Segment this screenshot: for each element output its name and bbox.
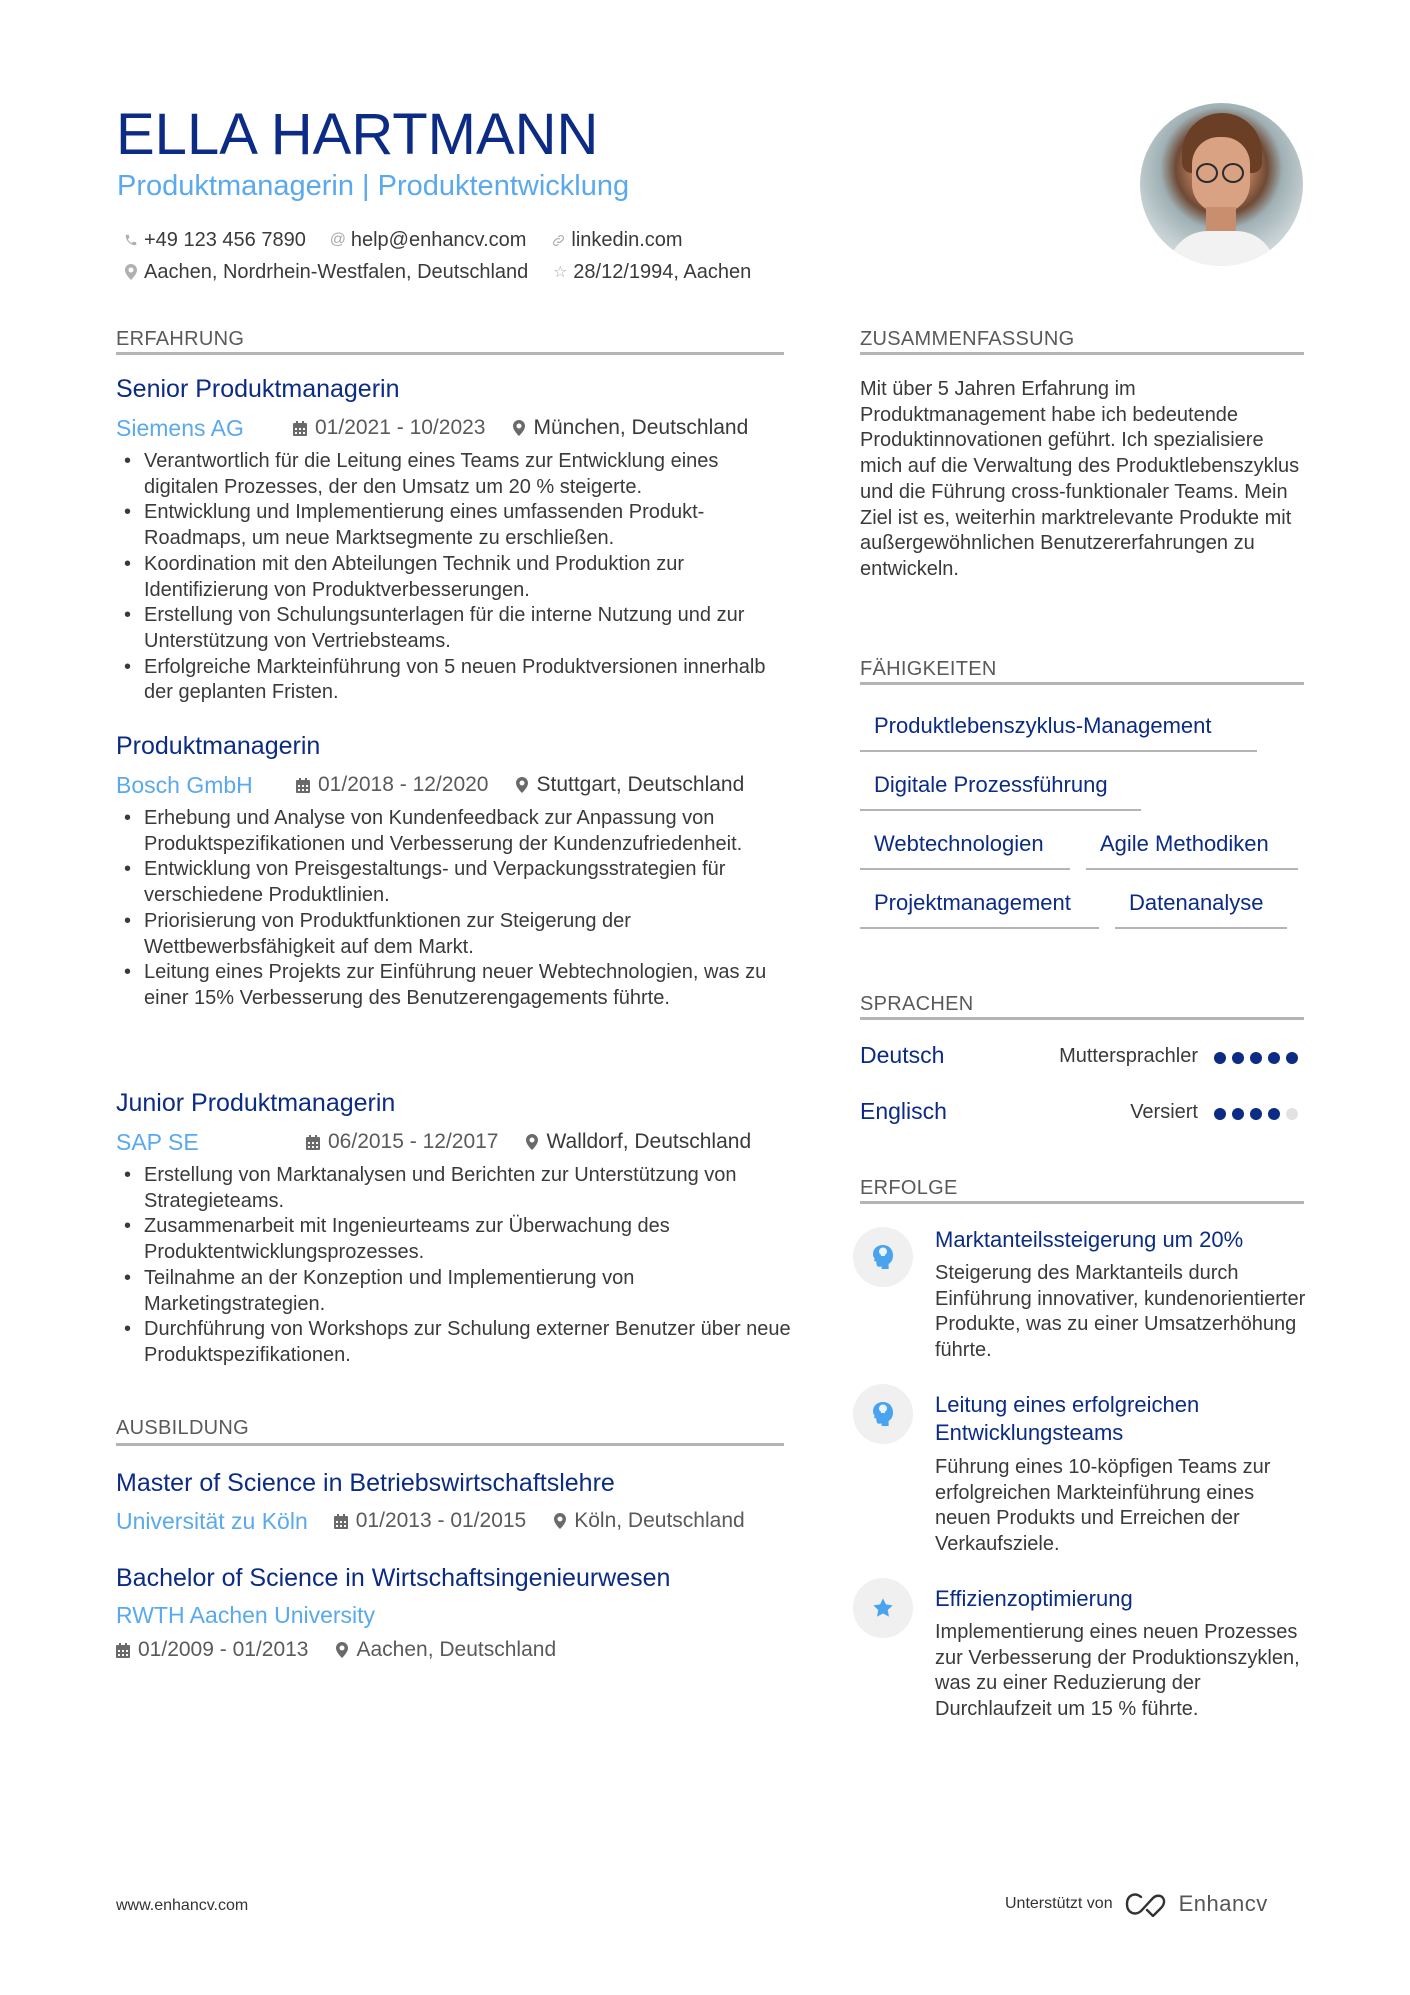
- footer-website[interactable]: www.enhancv.com: [116, 1897, 249, 1914]
- language-rating: [1208, 1108, 1298, 1120]
- contact-phone-text: +49 123 456 7890: [144, 228, 306, 251]
- language-level: Versiert: [1130, 1101, 1198, 1123]
- job-dates: 06/2015 - 12/2017: [306, 1128, 498, 1156]
- job-bullets: [116, 1163, 796, 1369]
- education-heading: AUSBILDUNG: [116, 1417, 250, 1439]
- contact-birth: [552, 261, 751, 284]
- candidate-name: ELLA HARTMANN: [116, 102, 599, 167]
- summary-divider: [860, 352, 1304, 355]
- skill-tag: Agile Methodiken: [1086, 826, 1298, 870]
- bullet: • Erstellung von Marktanalysen und Berichten zur Unterstützung von Strategieteams.: [116, 1163, 796, 1214]
- education-meta: [116, 1507, 784, 1535]
- bullet: • Teilnahme an der Konzeption und Implementierung von Marketingstrategien.: [116, 1266, 796, 1317]
- rating-dot-filled: [1268, 1108, 1280, 1120]
- job-meta: [116, 771, 784, 799]
- bullet: • Erhebung und Analyse von Kundenfeedback zur Anpassung von Produktspezifikationen und Verbesserung der Kundenzufriedenheit.: [116, 806, 796, 857]
- achievement-description: Implementierung eines neuen Prozesses zur Verbesserung der Produktionszyklen, was zu einer Reduzierung der Durchlaufzeit um 15 % führte.: [935, 1621, 1300, 1721]
- language-level: Muttersprachler: [1059, 1045, 1198, 1067]
- job-dates: 01/2021 - 10/2023: [293, 414, 485, 442]
- skill-tag: Datenanalyse: [1115, 885, 1287, 929]
- footer-brand: Enhancv: [1178, 1891, 1268, 1916]
- profile-photo: [1140, 103, 1303, 266]
- enhancv-logo-icon: [1125, 1891, 1171, 1917]
- candidate-headline: Produktmanagerin | Produktentwicklung: [117, 170, 630, 202]
- achievement-title: Effizienzoptimierung: [935, 1586, 1133, 1611]
- summary-heading: ZUSAMMENFASSUNG: [860, 328, 1075, 350]
- rating-dot-filled: [1214, 1108, 1226, 1120]
- star-icon: [872, 1597, 894, 1619]
- contact-linkedin[interactable]: [550, 229, 682, 252]
- language-rating: [1208, 1052, 1298, 1064]
- job-dates: 01/2018 - 12/2020: [296, 771, 488, 799]
- languages-divider: [860, 1017, 1304, 1020]
- brain-head-icon: [872, 1402, 894, 1426]
- at-icon: @: [329, 231, 346, 248]
- achievement-icon: [853, 1384, 913, 1444]
- rating-dot-filled: [1232, 1108, 1244, 1120]
- bullet: • Koordination mit den Abteilungen Technik und Produktion zur Identifizierung von Produktverbesserungen.: [116, 552, 796, 603]
- bullet: • Priorisierung von Produktfunktionen zur Steigerung der Wettbewerbsfähigkeit auf dem Markt.: [116, 909, 796, 960]
- school-name: Universität zu Köln: [116, 1508, 308, 1534]
- calendar-icon: [306, 1135, 320, 1150]
- education-divider: [116, 1443, 784, 1446]
- job-title: Senior Produktmanagerin: [116, 375, 400, 403]
- contact-location: [123, 261, 528, 284]
- contact-phone[interactable]: [123, 229, 306, 252]
- achievement-title: Marktanteilssteigerung um 20%: [935, 1227, 1244, 1252]
- contact-linkedin-text: linkedin.com: [571, 228, 683, 251]
- achievement-title: Leitung eines erfolgreichen Entwicklungsteams: [935, 1392, 1200, 1445]
- calendar-icon: [116, 1643, 130, 1658]
- rating-dot-filled: [1250, 1052, 1262, 1064]
- calendar-icon: [293, 421, 307, 436]
- bullet: • Leitung eines Projekts zur Einführung neuer Webtechnologien, was zu einer 15% Verbesserung des Benutzerengagements führte.: [116, 960, 796, 1011]
- location-icon: [513, 420, 525, 436]
- contact-location-text: Aachen, Nordrhein-Westfalen, Deutschland: [144, 260, 529, 283]
- job-company: SAP SE: [116, 1129, 199, 1155]
- experience-divider: [116, 352, 784, 355]
- languages-heading: SPRACHEN: [860, 993, 974, 1015]
- contact-info: [123, 224, 775, 288]
- bullet: • Verantwortlich für die Leitung eines Teams zur Entwicklung eines digitalen Prozesses, der den Umsatz um 20 % steigerte.: [116, 449, 796, 500]
- education-dates: 01/2013 - 01/2015: [334, 1507, 526, 1535]
- rating-dot-empty: [1286, 1108, 1298, 1120]
- job-company: Siemens AG: [116, 415, 244, 441]
- language-name: Deutsch: [860, 1042, 945, 1068]
- rating-dot-filled: [1214, 1052, 1226, 1064]
- bullet: • Durchführung von Workshops zur Schulung externer Benutzer über neue Produktspezifikationen.: [116, 1317, 796, 1368]
- skill-tag: Projektmanagement: [860, 885, 1099, 929]
- skills-heading: FÄHIGKEITEN: [860, 658, 997, 680]
- contact-email-text: help@enhancv.com: [350, 228, 527, 251]
- job-title: Produktmanagerin: [116, 732, 321, 760]
- bullet: • Erfolgreiche Markteinführung von 5 neuen Produktversionen innerhalb der geplanten Fristen.: [116, 655, 796, 706]
- bullet: • Erstellung von Schulungsunterlagen für die interne Nutzung und zur Unterstützung von Vertriebsteams.: [116, 603, 796, 654]
- achievements-divider: [860, 1201, 1304, 1204]
- calendar-icon: [334, 1514, 348, 1529]
- achievement-icon: [853, 1227, 913, 1287]
- job-meta: [116, 414, 784, 442]
- achievements-heading: ERFOLGE: [860, 1177, 958, 1199]
- degree-title: Bachelor of Science in Wirtschaftsingenieurwesen: [116, 1564, 671, 1592]
- skill-tag: Webtechnologien: [860, 826, 1070, 870]
- footer-branding[interactable]: [1005, 1891, 1268, 1917]
- bullet: • Entwicklung von Preisgestaltungs- und Verpackungsstrategien für verschiedene Produktlinien.: [116, 857, 796, 908]
- contact-email[interactable]: [330, 229, 527, 252]
- education-location: Köln, Deutschland: [554, 1507, 744, 1535]
- powered-by-label: Unterstützt von: [1005, 1895, 1113, 1912]
- skill-tag: Produktlebenszyklus-Management: [860, 708, 1257, 752]
- skills-divider: [860, 682, 1304, 685]
- location-icon: [526, 1134, 538, 1150]
- calendar-icon: [296, 778, 310, 793]
- rating-dot-filled: [1232, 1052, 1244, 1064]
- brain-head-icon: [872, 1245, 894, 1269]
- job-company: Bosch GmbH: [116, 772, 253, 798]
- location-icon: [516, 777, 528, 793]
- link-icon: [550, 233, 566, 248]
- location-icon: [554, 1513, 566, 1529]
- degree-title: Master of Science in Betriebswirtschaftslehre: [116, 1469, 615, 1497]
- achievement-icon: [853, 1578, 913, 1638]
- language-name: Englisch: [860, 1098, 947, 1124]
- rating-dot-filled: [1250, 1108, 1262, 1120]
- contact-birth-text: 28/12/1994, Aachen: [573, 260, 752, 283]
- experience-heading: ERFAHRUNG: [116, 328, 245, 350]
- job-title: Junior Produktmanagerin: [116, 1089, 396, 1117]
- job-location: München, Deutschland: [513, 414, 748, 442]
- job-meta: [116, 1128, 784, 1156]
- phone-icon: [123, 233, 139, 247]
- education-location: Aachen, Deutschland: [336, 1636, 556, 1664]
- school-name: RWTH Aachen University: [116, 1602, 376, 1628]
- rating-dot-filled: [1286, 1052, 1298, 1064]
- education-meta: [116, 1636, 556, 1664]
- job-bullets: [116, 449, 796, 706]
- location-icon: [123, 264, 139, 280]
- education-dates: 01/2009 - 01/2013: [116, 1636, 308, 1664]
- job-location: Walldorf, Deutschland: [526, 1128, 751, 1156]
- job-bullets: [116, 806, 796, 1012]
- star-icon: ☆: [553, 264, 568, 281]
- achievement-description: Steigerung des Marktanteils durch Einführung innovativer, kundenorientierter Produkte, was zu einer Umsatzerhöhung führte.: [935, 1262, 1306, 1362]
- location-icon: [336, 1642, 348, 1658]
- skill-tag: Digitale Prozessführung: [860, 767, 1141, 811]
- job-location: Stuttgart, Deutschland: [516, 771, 744, 799]
- summary-text: Mit über 5 Jahren Erfahrung im Produktmanagement habe ich bedeutende Produktinnovationen geführt. Ich spezialisiere mich auf die Verwaltung des Produktlebenszyklus und die Führung cross-funktionaler Teams. Mein Ziel ist es, weiterhin marktrelevante Produkte mit außergewöhnlichen Benutzererfahrungen zu entwickeln.: [860, 378, 1300, 580]
- achievement-description: Führung eines 10-köpfigen Teams zur erfolgreichen Markteinführung eines neuen Produkts und Erreichen der Verkaufsziele.: [935, 1456, 1271, 1556]
- bullet: • Entwicklung und Implementierung eines umfassenden Produkt-Roadmaps, um neue Marktsegmente zu erschließen.: [116, 500, 796, 551]
- bullet: • Zusammenarbeit mit Ingenieurteams zur Überwachung des Produktentwicklungsprozesses.: [116, 1214, 796, 1265]
- rating-dot-filled: [1268, 1052, 1280, 1064]
